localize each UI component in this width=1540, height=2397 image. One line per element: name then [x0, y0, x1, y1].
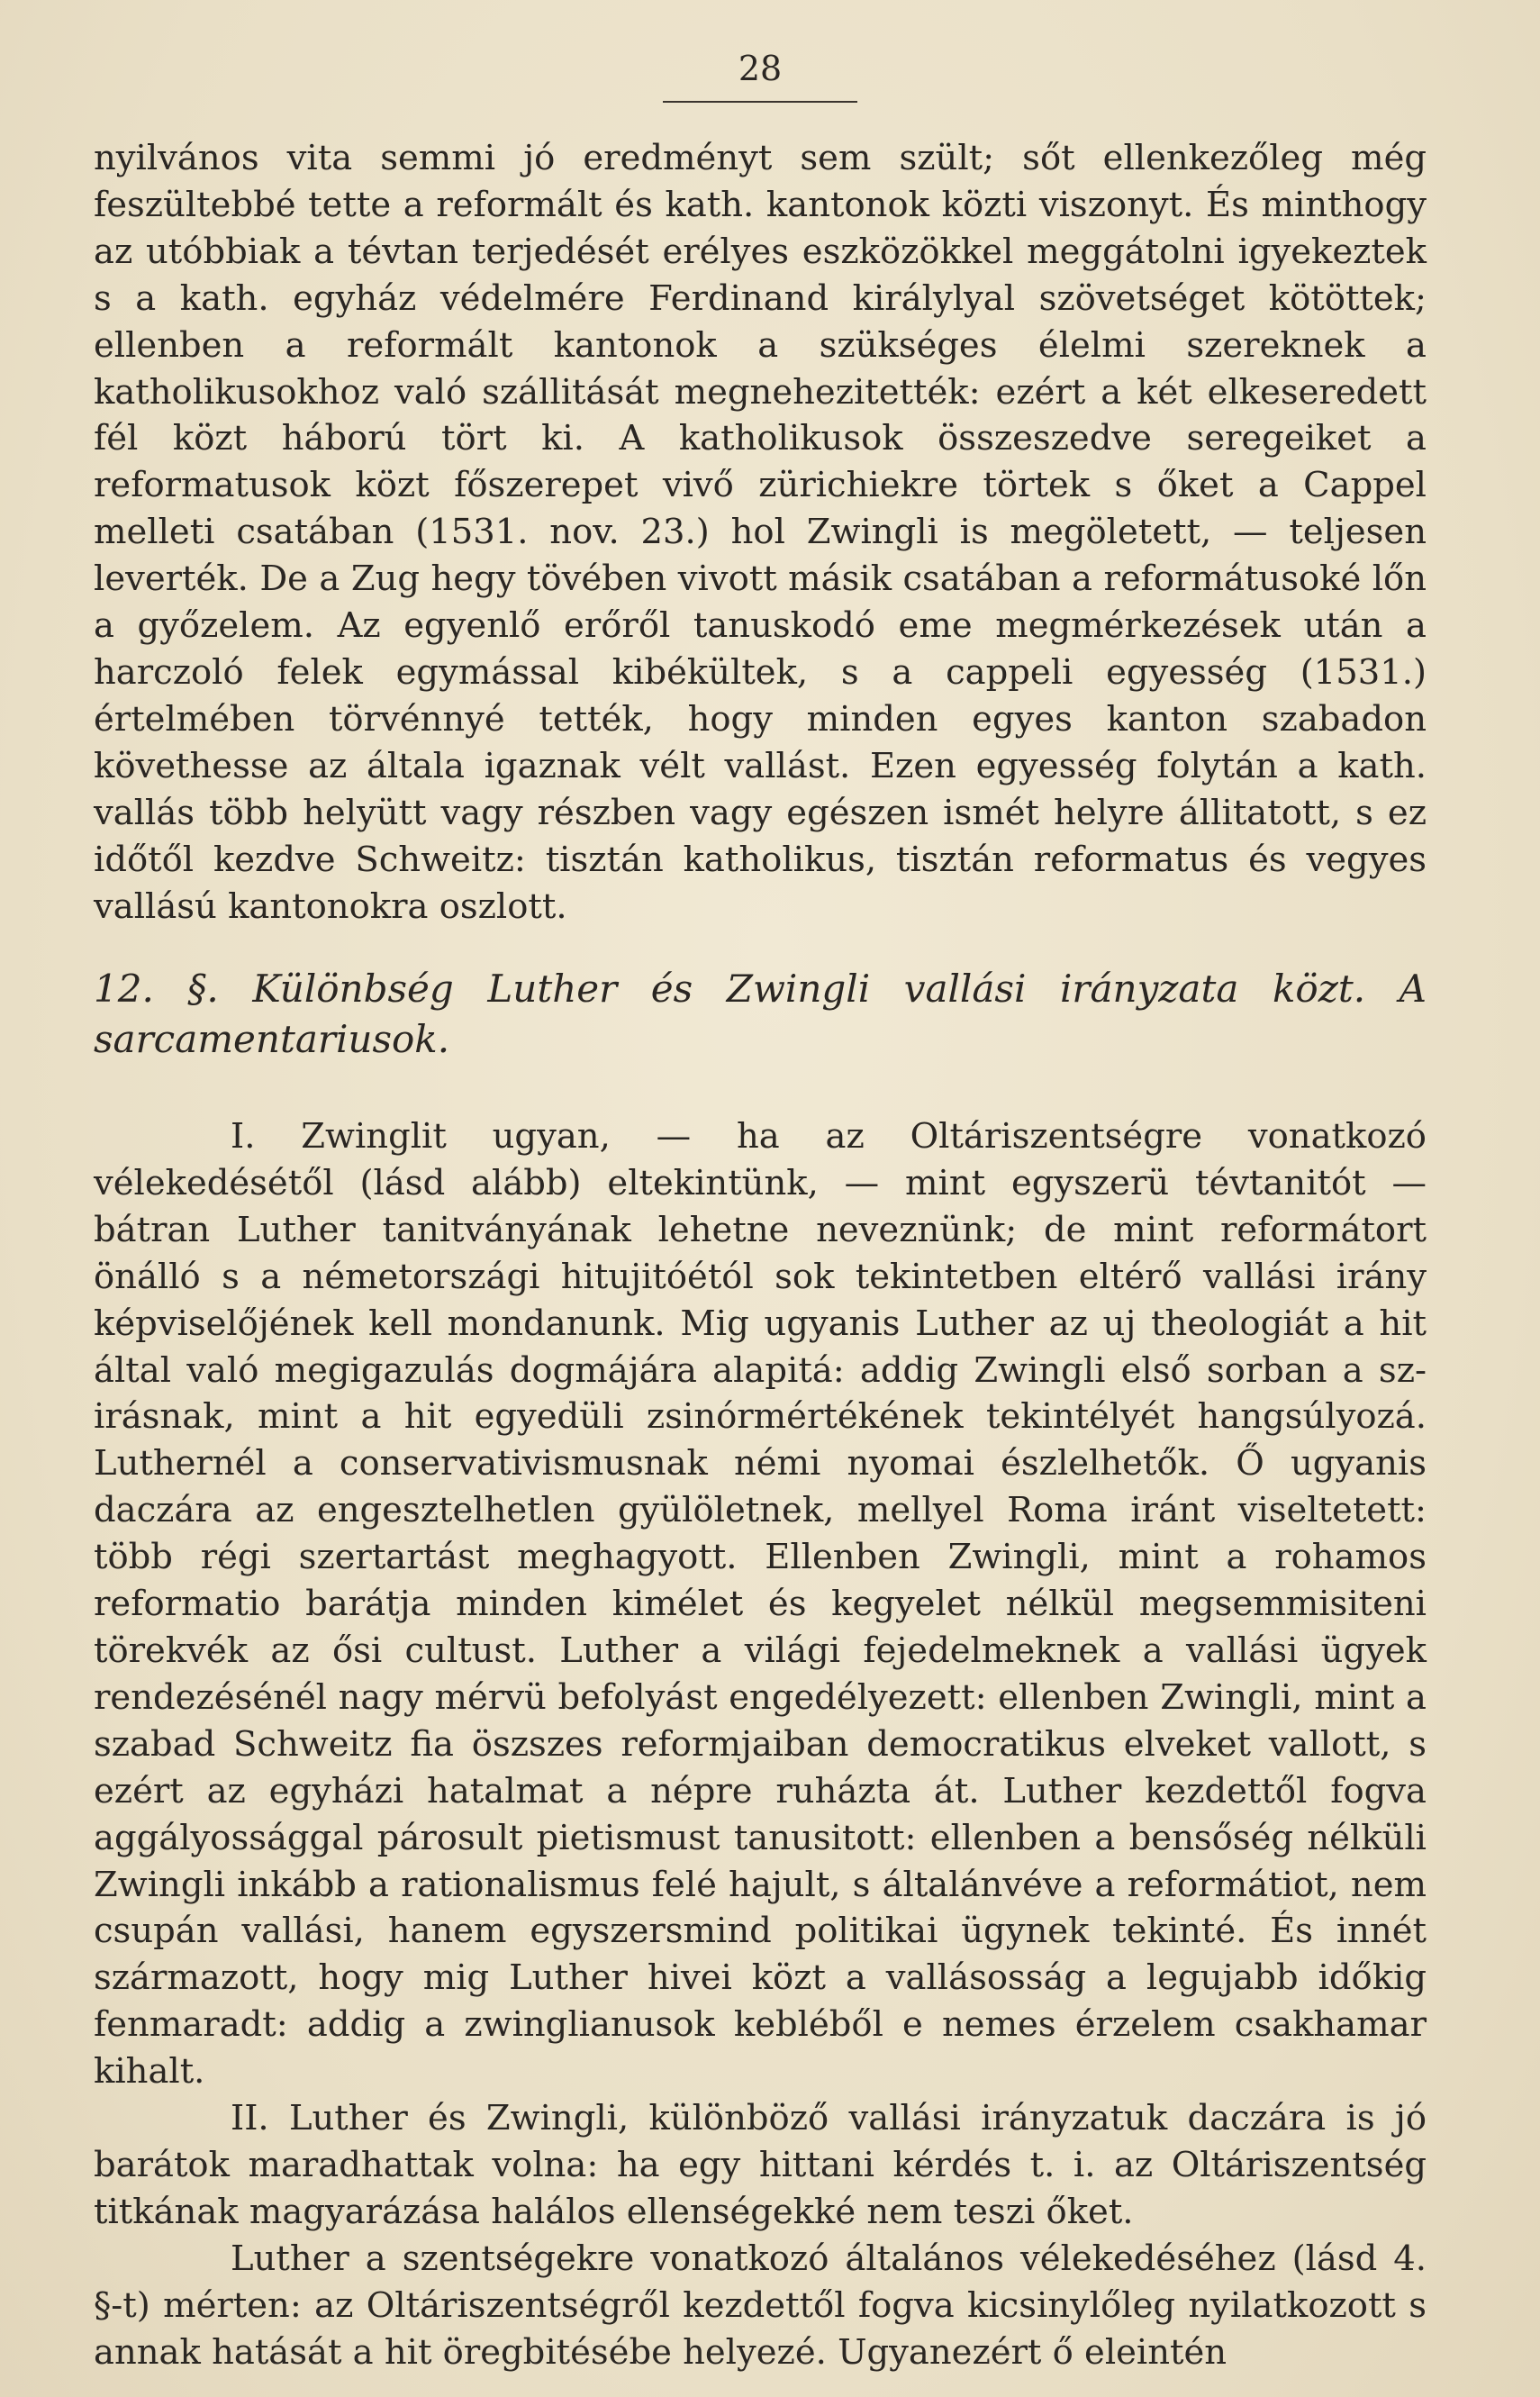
section-heading: 12. §. Különbség Luther és Zwingli vallási irányzata közt. A sarcamentariusok.: [94, 967, 1427, 1061]
page-number: 28: [738, 49, 783, 88]
header-rule: [663, 101, 857, 103]
section-heading-block: [94, 964, 1427, 1065]
paragraph-1: nyilvános vita semmi jó eredményt sem szült; sőt ellenkezőleg még feszültebbé tette a reformált és kath. kantonok közti viszonyt. És minthogy az utóbbiak a tévtan terjedését erélyes eszközökkel meggátolni igyekeztek s a kath. egyház védelmére Ferdinand királylyal szövetséget kötöttek; ellenben a reformált kantonok a szükséges élelmi szereknek a katholikusokhoz való szállitását megnehezitették: ezért a két elkeseredett fél közt háború tört ki. A katholikusok összeszedve seregeiket a reformatusok közt főszerepet vivő zürichiekre törtek s őket a Cappel melleti csatában (1531. nov. 23.) hol Zwingli is megöletett, — teljesen leverték. De a Zug hegy tövében vivott másik csatában a reformátusoké lőn a győzelem. Az egyenlő erőről tanuskodó eme megmérkezések után a harczoló felek egymással kibékültek, s a cappeli egyesség (1531.) értelmében törvénnyé tették, hogy minden egyes kanton szabadon követhesse az általa igaznak vélt vallást. Ezen egyesség folytán a kath. vallás több helyütt vagy részben vagy egészen ismét helyre állitatott, s ez időtől kezdve Schweitz: tisztán katholikus, tisztán reformatus és vegyes vallású kantonokra oszlott.: [94, 138, 1427, 927]
paragraph-4: Luther a szentségekre vonatkozó általános vélekedéséhez (lásd 4. §-t) mérten: az Oltáriszentségről kezdettől fogva kicsinylőleg nyilatkozott s annak hatását a hit öregbitésébe helyezé. Ugyanezért ő eleintén: [94, 2238, 1427, 2373]
text-block-top: [94, 135, 1427, 930]
book-page: [94, 0, 1427, 2397]
text-block-bottom: [94, 1113, 1427, 2375]
paragraph-3: II. Luther és Zwingli, különböző vallási irányzatuk daczára is jó barátok maradhattak volna: ha egy hittani kérdés t. i. az Oltáriszentség titkának magyarázása halálos ellenségekké nem teszi őket.: [94, 2098, 1427, 2232]
paragraph-2: I. Zwinglit ugyan, — ha az Oltáriszentségre vonatkozó vélekedésétől (lásd alább) eltekintünk, — mint egyszerü tévtanitót — bátran Luther tanitványának lehetne neveznünk; de mint reformátort önálló s a németországi hitujitóétól sok tekintetben eltérő vallási irány képviselőjének kell mondanunk. Mig ugyanis Luther az uj theologiát a hit által való megigazulás dogmájára alapitá: addig Zwingli első sorban a sz-irásnak, mint a hit egyedüli zsinórmértékének tekintélyét hangsúlyozá. Luthernél a conservativismusnak némi nyomai észlelhetők. Ő ugyanis daczára az engesztelhetlen gyülöletnek, mellyel Roma iránt viseltetett: több régi szertartást meghagyott. Ellenben Zwingli, mint a rohamos reformatio barátja minden kimélet és kegyelet nélkül megsemmisiteni törekvék az ősi cultust. Luther a világi fejedelmeknek a vallási ügyek rendezésénél nagy mérvü befolyást engedélyezett: ellenben Zwingli, mint a szabad Schweitz fia öszszes reformjaiban democratikus elveket vallott, s ezért az egyházi hatalmat a népre ruházta át. Luther kezdettől fogva aggályossággal párosult pietismust tanusitott: ellenben a bensőség nélküli Zwingli inkább a rationalismus felé hajult, s általánvéve a reformátiot, nem csupán vallási, hanem egyszersmind politikai ügynek tekinté. És innét származott, hogy mig Luther hivei közt a vallásosság a legujabb időkig fenmaradt: addig a zwinglianusok kebléből e nemes érzelem csakhamar kihalt.: [94, 1116, 1427, 2093]
